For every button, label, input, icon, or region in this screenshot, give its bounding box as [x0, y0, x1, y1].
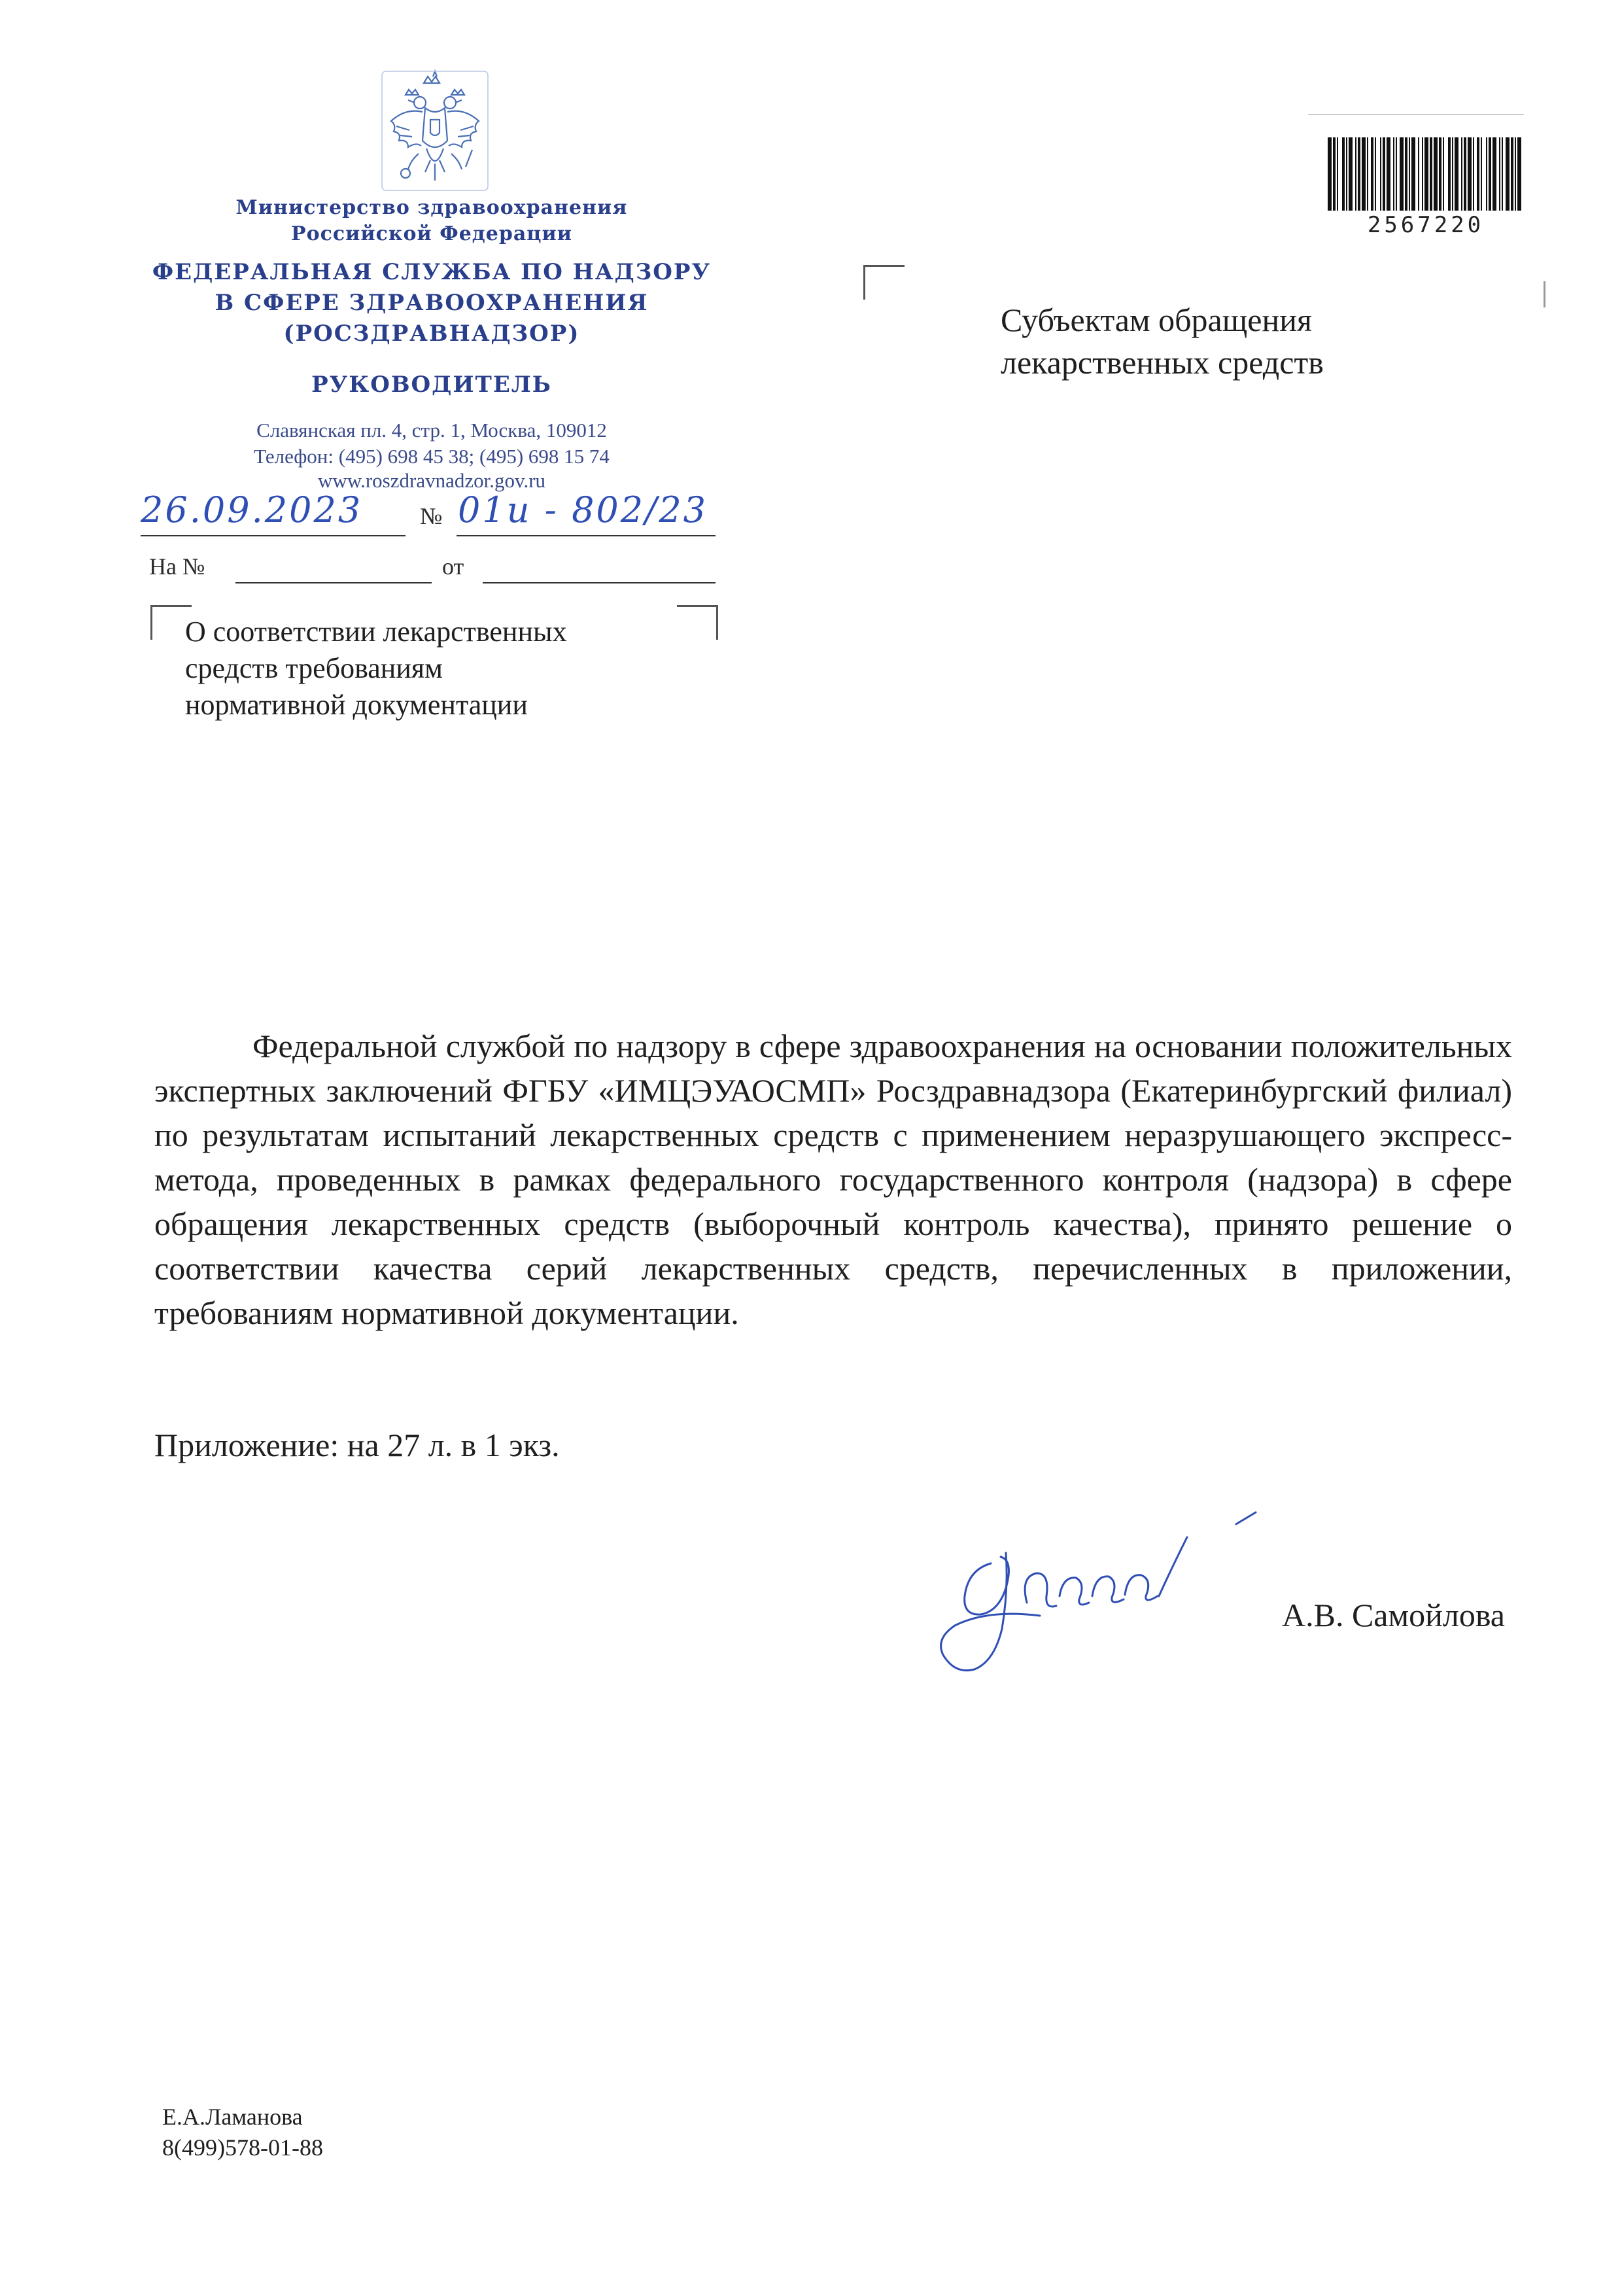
addressee-bracket-right	[1544, 281, 1545, 307]
signatory-role: РУКОВОДИТЕЛЬ	[311, 372, 552, 398]
barcode-bar	[1502, 137, 1503, 211]
reference-number-blank	[235, 582, 432, 583]
barcode-bar	[1439, 137, 1441, 211]
barcode-icon	[1328, 137, 1524, 211]
barcode-bar	[1333, 137, 1336, 211]
barcode-bar	[1387, 137, 1390, 211]
coat-of-arms-icon	[379, 69, 491, 193]
registration-number: 01и - 802/23	[458, 489, 708, 531]
number-underline	[457, 535, 716, 536]
barcode-bar	[1409, 137, 1410, 211]
barcode-bar	[1477, 137, 1479, 211]
barcode-bar	[1464, 137, 1466, 211]
barcode-bar	[1362, 137, 1366, 211]
barcode-bar	[1371, 137, 1373, 211]
barcode-bar	[1455, 137, 1458, 211]
barcode-bar	[1511, 137, 1513, 211]
barcode-bar	[1486, 137, 1487, 211]
barcode-bar	[1424, 137, 1428, 211]
executor-name: Е.А.Ламанова	[162, 2104, 303, 2130]
date-underline	[141, 535, 406, 536]
barcode-bar	[1434, 137, 1438, 211]
barcode-bar	[1375, 137, 1376, 211]
barcode-top-rule	[1308, 114, 1524, 115]
executor-phone: 8(499)578-01-88	[162, 2134, 323, 2161]
office-address: Славянская пл. 4, стр. 1, Москва, 109012	[256, 419, 607, 442]
barcode-bar	[1515, 137, 1516, 211]
barcode-bar	[1346, 137, 1347, 211]
barcode-bar	[1443, 137, 1444, 211]
subject-line2: средств требованиям	[185, 652, 443, 684]
ministry-name-line2: Российской Федерации	[291, 222, 572, 245]
barcode-bar	[1506, 137, 1510, 211]
service-name-line2: В СФЕРЕ ЗДРАВООХРАНЕНИЯ	[215, 290, 649, 316]
addressee-line1: Субъектам обращения	[1001, 302, 1312, 338]
barcode-bar	[1396, 137, 1397, 211]
barcode-bar	[1493, 137, 1496, 211]
subject-line1: О соответствии лекарственных	[185, 616, 567, 648]
barcode-bar	[1418, 137, 1419, 211]
ministry-name-line1: Министерство здравоохранения	[235, 196, 628, 219]
subject-bracket-right	[677, 605, 718, 640]
barcode-bar	[1448, 137, 1451, 211]
barcode-bar	[1481, 137, 1482, 211]
barcode-bar	[1430, 137, 1432, 211]
reference-date-label: от	[442, 553, 464, 580]
barcode-bar	[1452, 137, 1453, 211]
barcode-bar	[1328, 137, 1332, 211]
barcode-bar	[1489, 137, 1491, 211]
barcode-bar	[1411, 137, 1415, 211]
barcode-bar	[1337, 137, 1338, 211]
barcode-number: 2567220	[1367, 212, 1485, 238]
barcode-bar	[1342, 137, 1345, 211]
reference-date-blank	[483, 582, 716, 583]
addressee-line2: лекарственных средств	[1001, 344, 1324, 381]
barcode-bar	[1473, 137, 1474, 211]
barcode-bar	[1400, 137, 1404, 211]
barcode-bar	[1358, 137, 1360, 211]
barcode-bar	[1461, 137, 1462, 211]
number-sign: №	[420, 503, 443, 529]
barcode-bar	[1499, 137, 1500, 211]
office-phone: Телефон: (495) 698 45 38; (495) 698 15 74	[254, 445, 610, 468]
barcode-bar	[1422, 137, 1423, 211]
handwritten-signature-icon	[929, 1498, 1295, 1688]
barcode-bar	[1380, 137, 1381, 211]
barcode-bar	[1355, 137, 1356, 211]
addressee-bracket-left	[863, 265, 905, 300]
reference-number-label: На №	[149, 553, 205, 580]
service-name-line3: (РОСЗДРАВНАДЗОР)	[283, 321, 580, 347]
signer-name: А.В. Самойлова	[1282, 1597, 1505, 1633]
service-name-line1: ФЕДЕРАЛЬНАЯ СЛУЖБА ПО НАДЗОРУ	[152, 259, 712, 285]
registration-date: 26.09.2023	[141, 489, 363, 531]
barcode-bar	[1468, 137, 1472, 211]
office-website: www.roszdravnadzor.gov.ru	[317, 469, 546, 492]
barcode-bar	[1517, 137, 1521, 211]
barcode-bar	[1383, 137, 1385, 211]
barcode-bar	[1367, 137, 1368, 211]
barcode-bar	[1393, 137, 1394, 211]
barcode-bar	[1349, 137, 1353, 211]
subject-line3: нормативной документации	[185, 689, 528, 721]
letter-body-paragraph: Федеральной службой по надзору в сфере здравоохранения на основании положительных экспертных заключений ФГБУ «ИМЦЭУАОСМП» Росздравнадзора (Екатеринбургский филиал) по результатам испытаний лекарственных средств с применением неразрушающего экспресс-метода, проведенных в рамках федерального государственного контроля (надзора) в сфере обращения лекарственных средств (выборочный контроль качества), принято решение о соответствии качества серий лекарственных средств, перечисленных в приложении, требованиям нормативной документации.	[154, 1028, 1512, 1331]
barcode-bar	[1405, 137, 1407, 211]
attachment-note: Приложение: на 27 л. в 1 экз.	[154, 1427, 560, 1463]
